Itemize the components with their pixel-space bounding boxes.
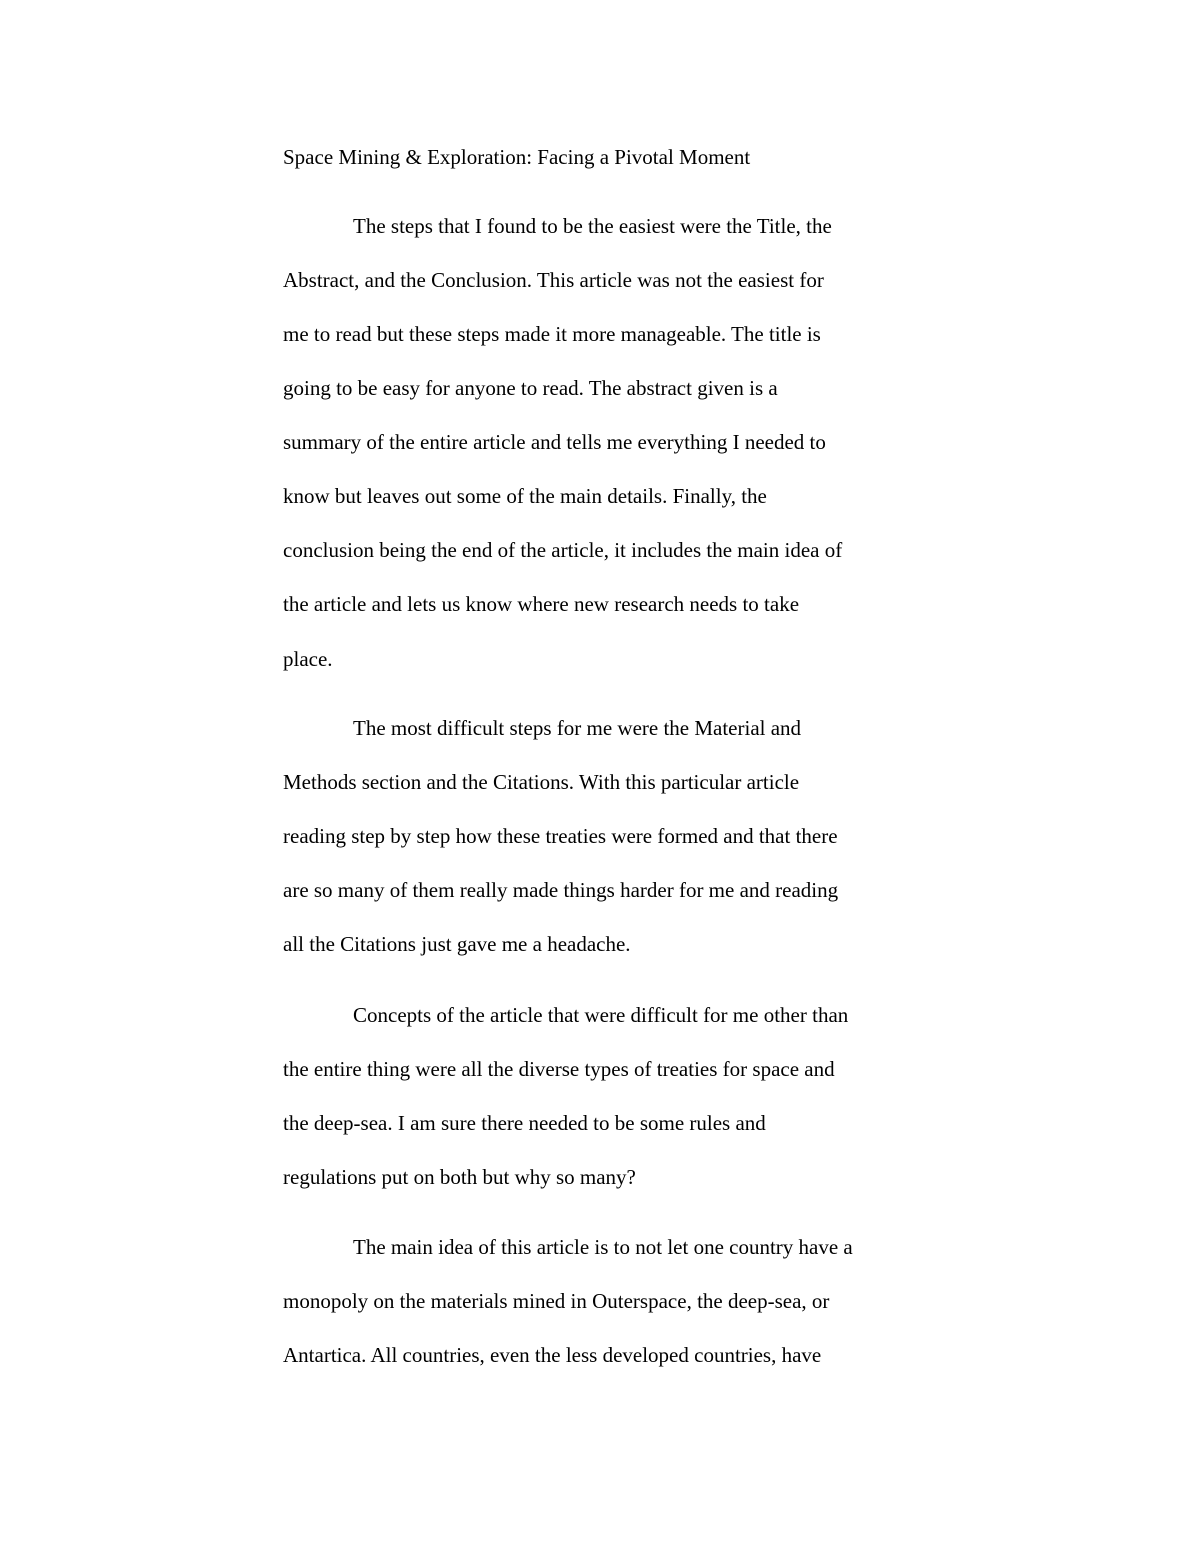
paragraph-2-line-2: Methods section and the Citations. With this particular article: [283, 770, 800, 794]
paragraph-3-line-2: the entire thing were all the diverse types of treaties for space and: [283, 1057, 835, 1081]
paragraph-2-line-1: The most difficult steps for me were the Material and: [353, 716, 802, 740]
paragraph-2-line-3: reading step by step how these treaties were formed and that there: [283, 824, 838, 848]
paragraph-4-line-2: monopoly on the materials mined in Outerspace, the deep-sea, or: [283, 1289, 830, 1313]
paragraph-3-line-1: Concepts of the article that were difficult for me other than: [353, 1003, 849, 1027]
paragraph-1-line-2: Abstract, and the Conclusion. This article was not the easiest for: [283, 268, 824, 292]
paragraph-1-line-9: place.: [283, 647, 333, 671]
paragraph-1-line-1: The steps that I found to be the easiest were the Title, the: [353, 214, 832, 238]
paragraph-1-line-3: me to read but these steps made it more manageable. The title is: [283, 322, 821, 346]
paragraph-1-line-7: conclusion being the end of the article, it includes the main idea of: [283, 538, 843, 562]
paragraph-2-line-4: are so many of them really made things harder for me and reading: [283, 878, 839, 902]
paragraph-1-line-8: the article and lets us know where new research needs to take: [283, 592, 800, 616]
paragraph-1-line-4: going to be easy for anyone to read. The abstract given is a: [283, 376, 778, 400]
paragraph-1-line-5: summary of the entire article and tells me everything I needed to: [283, 430, 826, 454]
document-title: Space Mining & Exploration: Facing a Pivotal Moment: [283, 145, 751, 169]
paragraph-1-line-6: know but leaves out some of the main details. Finally, the: [283, 484, 767, 508]
paragraph-4-line-1: The main idea of this article is to not let one country have a: [353, 1235, 853, 1259]
paragraph-4-line-3: Antartica. All countries, even the less developed countries, have: [283, 1343, 822, 1367]
paragraph-3-line-3: the deep-sea. I am sure there needed to be some rules and: [283, 1111, 766, 1135]
paragraph-2-line-5: all the Citations just gave me a headache.: [283, 932, 631, 956]
paragraph-3-line-4: regulations put on both but why so many?: [283, 1165, 636, 1189]
